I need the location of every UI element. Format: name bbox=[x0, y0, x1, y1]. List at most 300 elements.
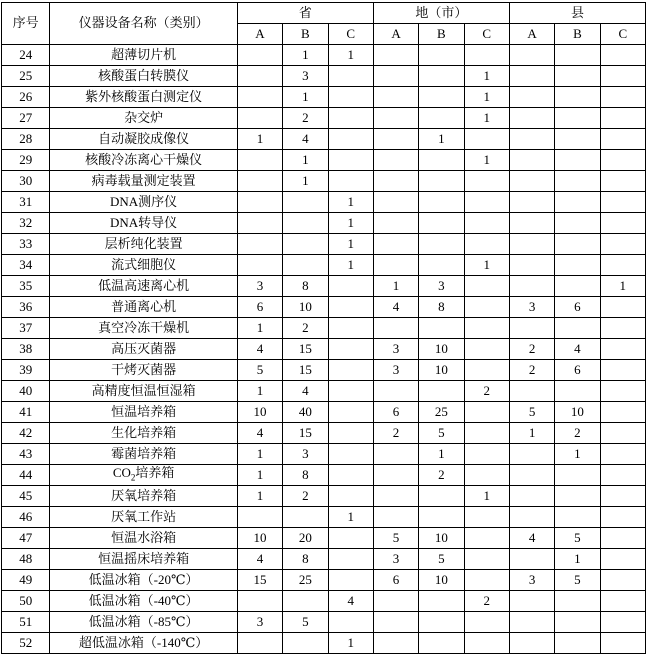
cell-count: 1 bbox=[283, 45, 328, 66]
cell-count bbox=[373, 66, 418, 87]
cell-count bbox=[600, 108, 645, 129]
cell-count: 20 bbox=[283, 528, 328, 549]
cell-count bbox=[237, 171, 282, 192]
cell-count: 6 bbox=[373, 402, 418, 423]
cell-count bbox=[237, 150, 282, 171]
cell-seq: 29 bbox=[2, 150, 50, 171]
cell-count bbox=[600, 633, 645, 654]
cell-count bbox=[464, 444, 509, 465]
cell-seq: 35 bbox=[2, 276, 50, 297]
cell-count: 1 bbox=[328, 255, 373, 276]
cell-count bbox=[464, 129, 509, 150]
cell-count bbox=[509, 465, 554, 486]
cell-count: 15 bbox=[283, 360, 328, 381]
cell-seq: 37 bbox=[2, 318, 50, 339]
cell-seq: 39 bbox=[2, 360, 50, 381]
cell-count bbox=[328, 171, 373, 192]
header-group-city: 地（市） bbox=[373, 3, 509, 24]
cell-count: 1 bbox=[328, 234, 373, 255]
table-row bbox=[2, 213, 646, 234]
cell-count bbox=[464, 234, 509, 255]
cell-count bbox=[237, 45, 282, 66]
cell-count: 1 bbox=[237, 129, 282, 150]
cell-count bbox=[419, 255, 464, 276]
cell-count bbox=[464, 192, 509, 213]
cell-count bbox=[555, 255, 600, 276]
cell-count bbox=[464, 570, 509, 591]
cell-count: 2 bbox=[464, 591, 509, 612]
cell-count bbox=[555, 633, 600, 654]
cell-seq: 31 bbox=[2, 192, 50, 213]
cell-count bbox=[419, 507, 464, 528]
cell-count: 4 bbox=[555, 339, 600, 360]
cell-seq: 49 bbox=[2, 570, 50, 591]
cell-equipment-name: 恒温培养箱 bbox=[50, 402, 237, 423]
cell-count bbox=[464, 612, 509, 633]
cell-count: 4 bbox=[509, 528, 554, 549]
cell-count bbox=[509, 486, 554, 507]
cell-count bbox=[464, 423, 509, 444]
cell-count bbox=[464, 549, 509, 570]
cell-count bbox=[464, 45, 509, 66]
cell-equipment-name: DNA测序仪 bbox=[50, 192, 237, 213]
cell-count: 15 bbox=[237, 570, 282, 591]
cell-seq: 36 bbox=[2, 297, 50, 318]
header-name: 仪器设备名称（类别） bbox=[50, 3, 237, 45]
cell-count: 2 bbox=[283, 108, 328, 129]
cell-count: 10 bbox=[237, 402, 282, 423]
cell-count: 1 bbox=[555, 444, 600, 465]
cell-seq: 26 bbox=[2, 87, 50, 108]
cell-count bbox=[237, 108, 282, 129]
cell-count: 5 bbox=[555, 528, 600, 549]
cell-seq: 27 bbox=[2, 108, 50, 129]
cell-count bbox=[555, 192, 600, 213]
cell-count: 6 bbox=[237, 297, 282, 318]
table-row bbox=[2, 360, 646, 381]
cell-count bbox=[237, 633, 282, 654]
cell-count bbox=[283, 255, 328, 276]
cell-count bbox=[373, 486, 418, 507]
cell-equipment-name: 低温冰箱（-20℃） bbox=[50, 570, 237, 591]
cell-count bbox=[509, 633, 554, 654]
cell-count: 25 bbox=[283, 570, 328, 591]
cell-equipment-name: 低温高速离心机 bbox=[50, 276, 237, 297]
table-row bbox=[2, 381, 646, 402]
cell-count bbox=[600, 381, 645, 402]
cell-count bbox=[419, 612, 464, 633]
cell-count bbox=[419, 66, 464, 87]
cell-count bbox=[373, 129, 418, 150]
cell-count bbox=[464, 213, 509, 234]
cell-count: 1 bbox=[600, 276, 645, 297]
cell-equipment-name: $CO_2$培养箱 bbox=[50, 465, 237, 486]
cell-count bbox=[419, 633, 464, 654]
cell-count: 10 bbox=[283, 297, 328, 318]
cell-seq: 51 bbox=[2, 612, 50, 633]
cell-count: 3 bbox=[373, 339, 418, 360]
cell-count bbox=[555, 87, 600, 108]
cell-count bbox=[509, 507, 554, 528]
header-sub-province-b: B bbox=[283, 24, 328, 45]
header-row-groups bbox=[2, 3, 646, 24]
cell-count: 4 bbox=[283, 381, 328, 402]
cell-count: 4 bbox=[237, 423, 282, 444]
cell-count: 3 bbox=[509, 297, 554, 318]
cell-count bbox=[373, 255, 418, 276]
cell-count bbox=[600, 570, 645, 591]
cell-count: 5 bbox=[419, 549, 464, 570]
cell-count: 1 bbox=[328, 192, 373, 213]
cell-count bbox=[555, 507, 600, 528]
cell-count: 8 bbox=[283, 276, 328, 297]
cell-count bbox=[600, 486, 645, 507]
cell-count: 1 bbox=[555, 549, 600, 570]
cell-count bbox=[328, 87, 373, 108]
cell-count bbox=[328, 465, 373, 486]
cell-count bbox=[373, 381, 418, 402]
table-row bbox=[2, 318, 646, 339]
cell-count: 1 bbox=[419, 129, 464, 150]
cell-count bbox=[464, 465, 509, 486]
cell-count: 5 bbox=[555, 570, 600, 591]
cell-count bbox=[600, 129, 645, 150]
cell-seq: 40 bbox=[2, 381, 50, 402]
cell-count bbox=[464, 171, 509, 192]
header-sub-county-a: A bbox=[509, 24, 554, 45]
cell-count bbox=[600, 465, 645, 486]
cell-count bbox=[464, 528, 509, 549]
table-row bbox=[2, 129, 646, 150]
cell-seq: 28 bbox=[2, 129, 50, 150]
cell-count bbox=[419, 213, 464, 234]
cell-count: 1 bbox=[237, 444, 282, 465]
cell-equipment-name: 干烤灭菌器 bbox=[50, 360, 237, 381]
cell-equipment-name: 核酸冷冻离心干燥仪 bbox=[50, 150, 237, 171]
header-sub-province-c: C bbox=[328, 24, 373, 45]
header-sub-city-b: B bbox=[419, 24, 464, 45]
cell-count bbox=[328, 108, 373, 129]
cell-count: 3 bbox=[283, 66, 328, 87]
table-row bbox=[2, 66, 646, 87]
cell-count bbox=[509, 612, 554, 633]
cell-equipment-name: 厌氧工作站 bbox=[50, 507, 237, 528]
cell-count: 4 bbox=[237, 339, 282, 360]
cell-count: 1 bbox=[509, 423, 554, 444]
cell-count: 1 bbox=[328, 213, 373, 234]
cell-count bbox=[419, 150, 464, 171]
cell-count bbox=[373, 45, 418, 66]
cell-count bbox=[328, 66, 373, 87]
cell-count: 3 bbox=[237, 612, 282, 633]
cell-count bbox=[600, 318, 645, 339]
cell-count: 2 bbox=[283, 486, 328, 507]
cell-count bbox=[464, 402, 509, 423]
cell-equipment-name: 超低温冰箱（-140℃） bbox=[50, 633, 237, 654]
cell-count bbox=[328, 528, 373, 549]
cell-count bbox=[509, 150, 554, 171]
cell-count: 2 bbox=[464, 381, 509, 402]
cell-seq: 48 bbox=[2, 549, 50, 570]
cell-count: 25 bbox=[419, 402, 464, 423]
cell-seq: 46 bbox=[2, 507, 50, 528]
cell-seq: 25 bbox=[2, 66, 50, 87]
cell-count bbox=[237, 591, 282, 612]
cell-seq: 52 bbox=[2, 633, 50, 654]
table-row bbox=[2, 45, 646, 66]
cell-count bbox=[555, 612, 600, 633]
table-row bbox=[2, 192, 646, 213]
cell-count bbox=[419, 108, 464, 129]
cell-count: 5 bbox=[237, 360, 282, 381]
cell-count: 15 bbox=[283, 423, 328, 444]
cell-count bbox=[509, 108, 554, 129]
cell-equipment-name: 真空冷冻干燥机 bbox=[50, 318, 237, 339]
cell-count bbox=[283, 507, 328, 528]
cell-count bbox=[328, 402, 373, 423]
header-seq: 序号 bbox=[2, 3, 50, 45]
cell-seq: 32 bbox=[2, 213, 50, 234]
cell-equipment-name: 紫外核酸蛋白测定仪 bbox=[50, 87, 237, 108]
table-row bbox=[2, 528, 646, 549]
cell-count bbox=[600, 213, 645, 234]
header-sub-county-c: C bbox=[600, 24, 645, 45]
cell-count: 5 bbox=[373, 528, 418, 549]
cell-count bbox=[419, 45, 464, 66]
cell-count bbox=[419, 192, 464, 213]
table-row bbox=[2, 444, 646, 465]
table-row bbox=[2, 276, 646, 297]
cell-count: 1 bbox=[464, 66, 509, 87]
cell-count bbox=[555, 129, 600, 150]
cell-count bbox=[600, 549, 645, 570]
cell-count bbox=[283, 192, 328, 213]
cell-count bbox=[283, 234, 328, 255]
cell-count bbox=[555, 276, 600, 297]
cell-count bbox=[328, 360, 373, 381]
cell-count bbox=[464, 633, 509, 654]
cell-count: 2 bbox=[373, 423, 418, 444]
cell-count bbox=[328, 339, 373, 360]
cell-count bbox=[237, 213, 282, 234]
cell-count: 2 bbox=[555, 423, 600, 444]
cell-count bbox=[555, 486, 600, 507]
cell-equipment-name: 普通离心机 bbox=[50, 297, 237, 318]
cell-equipment-name: 生化培养箱 bbox=[50, 423, 237, 444]
table-head bbox=[2, 3, 646, 45]
cell-equipment-name: 层析纯化装置 bbox=[50, 234, 237, 255]
cell-seq: 34 bbox=[2, 255, 50, 276]
cell-count: 2 bbox=[509, 339, 554, 360]
cell-count bbox=[328, 150, 373, 171]
cell-count: 40 bbox=[283, 402, 328, 423]
cell-equipment-name: 核酸蛋白转膜仪 bbox=[50, 66, 237, 87]
cell-count bbox=[555, 234, 600, 255]
cell-count bbox=[464, 318, 509, 339]
cell-seq: 41 bbox=[2, 402, 50, 423]
cell-count bbox=[555, 150, 600, 171]
cell-count: 1 bbox=[464, 255, 509, 276]
cell-count bbox=[555, 45, 600, 66]
cell-count: 1 bbox=[237, 465, 282, 486]
table-row bbox=[2, 402, 646, 423]
cell-count bbox=[328, 444, 373, 465]
cell-count bbox=[600, 171, 645, 192]
cell-count bbox=[283, 591, 328, 612]
cell-count bbox=[328, 381, 373, 402]
cell-count bbox=[555, 381, 600, 402]
cell-count: 1 bbox=[464, 87, 509, 108]
cell-count: 10 bbox=[419, 528, 464, 549]
table-row bbox=[2, 570, 646, 591]
cell-seq: 42 bbox=[2, 423, 50, 444]
header-group-county: 县 bbox=[509, 3, 645, 24]
cell-count bbox=[373, 192, 418, 213]
header-sub-province-a: A bbox=[237, 24, 282, 45]
cell-seq: 38 bbox=[2, 339, 50, 360]
cell-count: 1 bbox=[464, 108, 509, 129]
cell-count bbox=[600, 591, 645, 612]
table-row bbox=[2, 171, 646, 192]
cell-count bbox=[509, 129, 554, 150]
cell-count bbox=[555, 591, 600, 612]
cell-seq: 45 bbox=[2, 486, 50, 507]
cell-count bbox=[373, 507, 418, 528]
cell-count bbox=[283, 633, 328, 654]
cell-count: 1 bbox=[328, 507, 373, 528]
cell-count: 3 bbox=[373, 549, 418, 570]
cell-count: 1 bbox=[373, 276, 418, 297]
table-row bbox=[2, 255, 646, 276]
cell-count bbox=[237, 507, 282, 528]
cell-count bbox=[237, 192, 282, 213]
cell-count bbox=[509, 549, 554, 570]
cell-equipment-name: 厌氧培养箱 bbox=[50, 486, 237, 507]
table-row bbox=[2, 108, 646, 129]
cell-count bbox=[328, 129, 373, 150]
cell-count: 3 bbox=[419, 276, 464, 297]
cell-count bbox=[555, 318, 600, 339]
cell-count bbox=[600, 192, 645, 213]
cell-count bbox=[373, 150, 418, 171]
cell-count: 1 bbox=[464, 486, 509, 507]
cell-count: 8 bbox=[283, 549, 328, 570]
cell-count bbox=[509, 591, 554, 612]
cell-equipment-name: 霉菌培养箱 bbox=[50, 444, 237, 465]
cell-count: 5 bbox=[283, 612, 328, 633]
cell-seq: 47 bbox=[2, 528, 50, 549]
cell-count: 10 bbox=[555, 402, 600, 423]
cell-count: 4 bbox=[328, 591, 373, 612]
table-row bbox=[2, 150, 646, 171]
cell-count: 1 bbox=[328, 45, 373, 66]
cell-count bbox=[600, 255, 645, 276]
cell-equipment-name: 病毒载量测定装置 bbox=[50, 171, 237, 192]
cell-count: 1 bbox=[283, 150, 328, 171]
cell-count bbox=[373, 213, 418, 234]
table-row bbox=[2, 486, 646, 507]
equipment-table-page bbox=[0, 2, 647, 664]
cell-count bbox=[373, 171, 418, 192]
cell-count: 2 bbox=[419, 465, 464, 486]
cell-count bbox=[600, 528, 645, 549]
cell-count: 1 bbox=[237, 381, 282, 402]
cell-count bbox=[328, 549, 373, 570]
cell-count: 1 bbox=[419, 444, 464, 465]
cell-count: 1 bbox=[237, 486, 282, 507]
cell-count bbox=[509, 276, 554, 297]
cell-count: 3 bbox=[237, 276, 282, 297]
cell-equipment-name: 高精度恒温恒湿箱 bbox=[50, 381, 237, 402]
cell-count bbox=[419, 381, 464, 402]
cell-count bbox=[600, 87, 645, 108]
cell-count bbox=[509, 45, 554, 66]
cell-count bbox=[509, 171, 554, 192]
cell-equipment-name: 自动凝胶成像仪 bbox=[50, 129, 237, 150]
cell-count bbox=[464, 507, 509, 528]
cell-count bbox=[509, 192, 554, 213]
cell-count bbox=[600, 402, 645, 423]
cell-count bbox=[328, 318, 373, 339]
table-row bbox=[2, 423, 646, 444]
cell-count bbox=[373, 465, 418, 486]
cell-count: 3 bbox=[283, 444, 328, 465]
cell-count bbox=[328, 297, 373, 318]
cell-count: 10 bbox=[419, 339, 464, 360]
header-sub-city-c: C bbox=[464, 24, 509, 45]
equipment-table bbox=[1, 2, 646, 654]
cell-count bbox=[328, 276, 373, 297]
cell-count bbox=[373, 444, 418, 465]
cell-equipment-name: 恒温水浴箱 bbox=[50, 528, 237, 549]
cell-count bbox=[373, 633, 418, 654]
cell-count: 1 bbox=[464, 150, 509, 171]
cell-count bbox=[555, 171, 600, 192]
cell-count bbox=[509, 381, 554, 402]
table-row bbox=[2, 591, 646, 612]
cell-count bbox=[419, 87, 464, 108]
cell-count bbox=[600, 444, 645, 465]
cell-count bbox=[419, 486, 464, 507]
header-sub-city-a: A bbox=[373, 24, 418, 45]
table-row bbox=[2, 297, 646, 318]
cell-count bbox=[464, 297, 509, 318]
cell-count: 3 bbox=[509, 570, 554, 591]
cell-count bbox=[600, 45, 645, 66]
table-row bbox=[2, 633, 646, 654]
cell-count bbox=[419, 171, 464, 192]
cell-count bbox=[509, 444, 554, 465]
cell-count bbox=[419, 591, 464, 612]
cell-count: 8 bbox=[283, 465, 328, 486]
table-row bbox=[2, 507, 646, 528]
cell-equipment-name: 杂交炉 bbox=[50, 108, 237, 129]
cell-count bbox=[283, 213, 328, 234]
cell-count bbox=[237, 234, 282, 255]
cell-count bbox=[373, 318, 418, 339]
cell-count bbox=[600, 507, 645, 528]
cell-count: 4 bbox=[283, 129, 328, 150]
header-sub-county-b: B bbox=[555, 24, 600, 45]
table-row bbox=[2, 612, 646, 633]
cell-count: 10 bbox=[419, 360, 464, 381]
cell-seq: 30 bbox=[2, 171, 50, 192]
table-row bbox=[2, 87, 646, 108]
cell-count: 15 bbox=[283, 339, 328, 360]
cell-equipment-name: 低温冰箱（-85℃） bbox=[50, 612, 237, 633]
cell-seq: 50 bbox=[2, 591, 50, 612]
cell-count bbox=[600, 150, 645, 171]
